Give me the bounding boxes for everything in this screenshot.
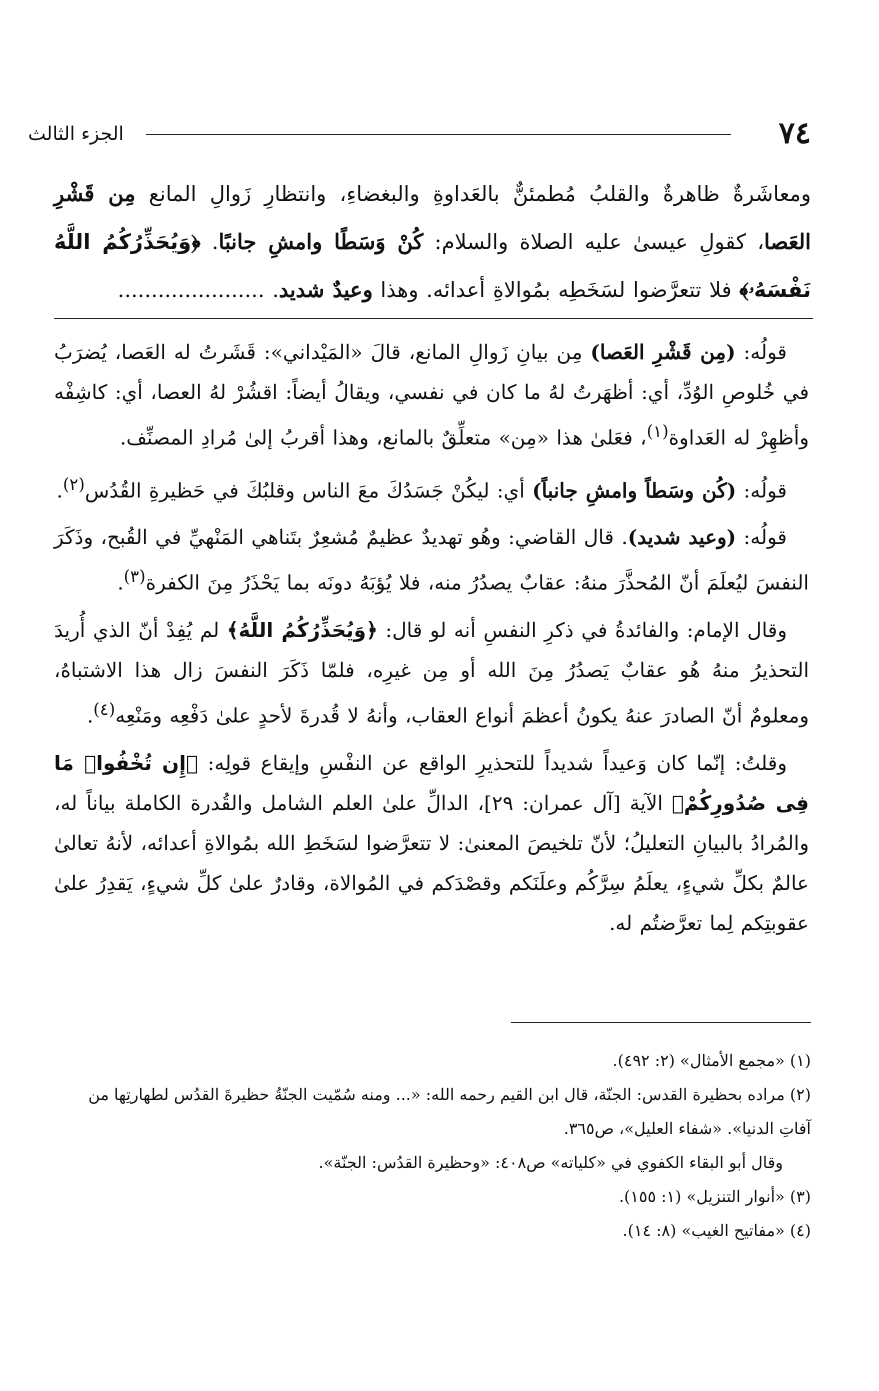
quran-quote: ﴿وَيُحَذِّرُكُمُ اللَّهُ﴾ (226, 617, 378, 642)
highlighted-phrase: وعيدٌ شديد (278, 277, 373, 302)
footnote-ref: (٢) (62, 474, 85, 494)
footnote: (٤) «مفاتيح الغيب» (٨: ١٤). (622, 1221, 811, 1240)
header-divider (146, 134, 731, 135)
footnote-ref: (٣) (123, 567, 146, 587)
quran-quote: ﴿وَيُحَذِّرُكُمُ اللَّهُ نَفْسَهُۥ﴾ (54, 230, 811, 302)
commentary-paragraph (54, 743, 809, 943)
paragraph-lead: وقلتُ: إنّما كان وَعيداً شديداً للتحذيرِ الواقع عن النفْسِ وإيقاع قولِه: (198, 750, 788, 775)
paragraph-text: . (56, 478, 63, 503)
highlighted-phrase: مِن قَشْرِ العَصا (54, 181, 811, 254)
paragraph-text: الآية [آل عمران: ٢٩]، الدالِّ علىٰ العلم الشامل والقُدرة الكاملة بياناً له، والمُرادُ بالبيانِ التعليلُ؛ لأنّ تلخيصَ المعنىٰ: لا تتعرَّضوا لسَخَطِ الله بمُوالاةِ أعدائه، لأنهُ تعالىٰ عالمٌ بكلِّ شيءٍ، يعلَمُ سِرَّكُم وعلَنَكم وقصْدَكم في المُوالاة، وقادرٌ علىٰ كلِّ شيءٍ، يَقدِرُ علىٰ عقوبتِكم لِما تعرَّضتُم له. (54, 790, 809, 935)
main-text-segment: . (200, 230, 219, 254)
quoted-phrase: (كُن وسَطاً وامشِ جانباً) (532, 478, 737, 503)
main-text (54, 170, 811, 314)
footnotes (54, 1044, 811, 1248)
paragraph-lead: قولُه: (735, 340, 787, 364)
main-text-segment: فلا تتعرَّضوا لسَخَطِه بمُوالاةِ أعدائه. وهذا (372, 278, 740, 302)
main-text-segment: . ...................... (117, 278, 279, 302)
main-text-divider (54, 318, 813, 319)
footnote-ref: (١) (646, 422, 669, 441)
page-header (28, 118, 811, 150)
footnote-continuation: وقال أبو البقاء الكفوي في «كلياته» ص٤٠٨: «وحظيرة القدُس: الجنّة». (318, 1153, 783, 1172)
quoted-phrase: (وعيد شديد) (627, 525, 737, 550)
part-title: الجزء الثالث (28, 123, 124, 145)
main-text-segment: ، كقولِ عيسىٰ عليه الصلاة والسلام: (423, 230, 765, 254)
paragraph-text: ، فعَلىٰ هذا «مِن» متعلِّقٌ بالمانع، وهذا أقربُ إلىٰ مُرادِ المصنِّف. (119, 425, 647, 450)
paragraph-lead: وقال الإمام: والفائدةُ في ذكرِ النفسِ أنه لو قال: (377, 617, 788, 642)
quran-quote: ﴿إِن تُخْفُوا۟ مَا فِى صُدُورِكُمْ﴾ (54, 750, 809, 815)
commentary-paragraph (54, 332, 809, 458)
paragraph-text: . (86, 703, 94, 728)
highlighted-phrase: كُنْ وَسَطًا وامشِ جانبًا (218, 229, 424, 254)
paragraph-lead: قولُه: (736, 478, 787, 503)
paragraph-text: . قال القاضي: وهُو تهديدٌ عظيمٌ مُشعِرٌ بتَناهي المَنْهيِّ في القُبح، وذَكَرَ النفسَ ليُعلَمَ أنّ المُحذَّرَ منهُ: عقابٌ يصدُرُ منه، فلا يُؤبَهُ دونَه بما يَحْذَرُ مِنَ الكفرة (54, 525, 809, 595)
page-number: ٧٤ (778, 116, 811, 151)
commentary-paragraph (54, 465, 809, 511)
footnote: (٢) مراده بحظيرة القدس: الجنّة، قال ابن القيم رحمه الله: «... ومنه سُمّيت الجنّةُ حظيرةَ القدُس لطهارتِها من آفاتِ الدنيا». «شفاء العليل»، ص٣٦٥. (88, 1085, 811, 1138)
paragraph-text: لم يُفِدْ أنّ الذي أُريدَ التحذيرُ منهُ هُو عقابٌ يَصدُرُ مِنَ الله أو مِن غيرِه، فلمّا ذَكَرَ النفسَ زال هذا الاشتباهُ، ومعلومٌ أنّ الصادرَ عنهُ يكونُ أعظمَ أنواع العقاب، وأنهُ لا قُدرةَ لأحدٍ علىٰ دَفْعِه ومَنْعِه (54, 617, 809, 728)
commentary-paragraph (54, 517, 809, 603)
main-text-segment: ومعاشَرةٌ ظاهرةٌ والقلبُ مُطمئنٌّ بالعَداوةِ والبغضاءِ، وانتظارِ زَوالِ المانع (135, 182, 812, 206)
footnote: (١) «مجمع الأمثال» (٢: ٤٩٢). (612, 1051, 811, 1070)
paragraph-text: أي: ليكُنْ جَسَدُكَ معَ الناس وقلبُكَ في حَظيرةِ القُدُس (84, 478, 533, 503)
paragraph-text: . (117, 570, 124, 595)
commentary-paragraph (54, 610, 809, 736)
paragraph-text: مِن بيانِ زَوالِ المانع، قالَ «المَيْداني»: قَشَرتُ له العَصا، يُضرَبُ في خُلوصِ الوُدِّ، أي: أظهَرتُ لهُ ما كان في نفسي، ويقالُ أيضاً: اقشُرْ لهُ العصا، أي: كاشِفْه وأظهِرْ له العَداوة (54, 340, 809, 450)
paragraph-lead: قولُه: (736, 525, 787, 550)
footnote-divider (511, 1022, 811, 1023)
quoted-phrase: (مِن قَشْرِ العَصا) (590, 340, 736, 364)
footnote-ref: (٤) (93, 699, 116, 719)
commentary (54, 332, 809, 950)
footnote: (٣) «أنوار التنزيل» (١: ١٥٥). (618, 1187, 811, 1206)
